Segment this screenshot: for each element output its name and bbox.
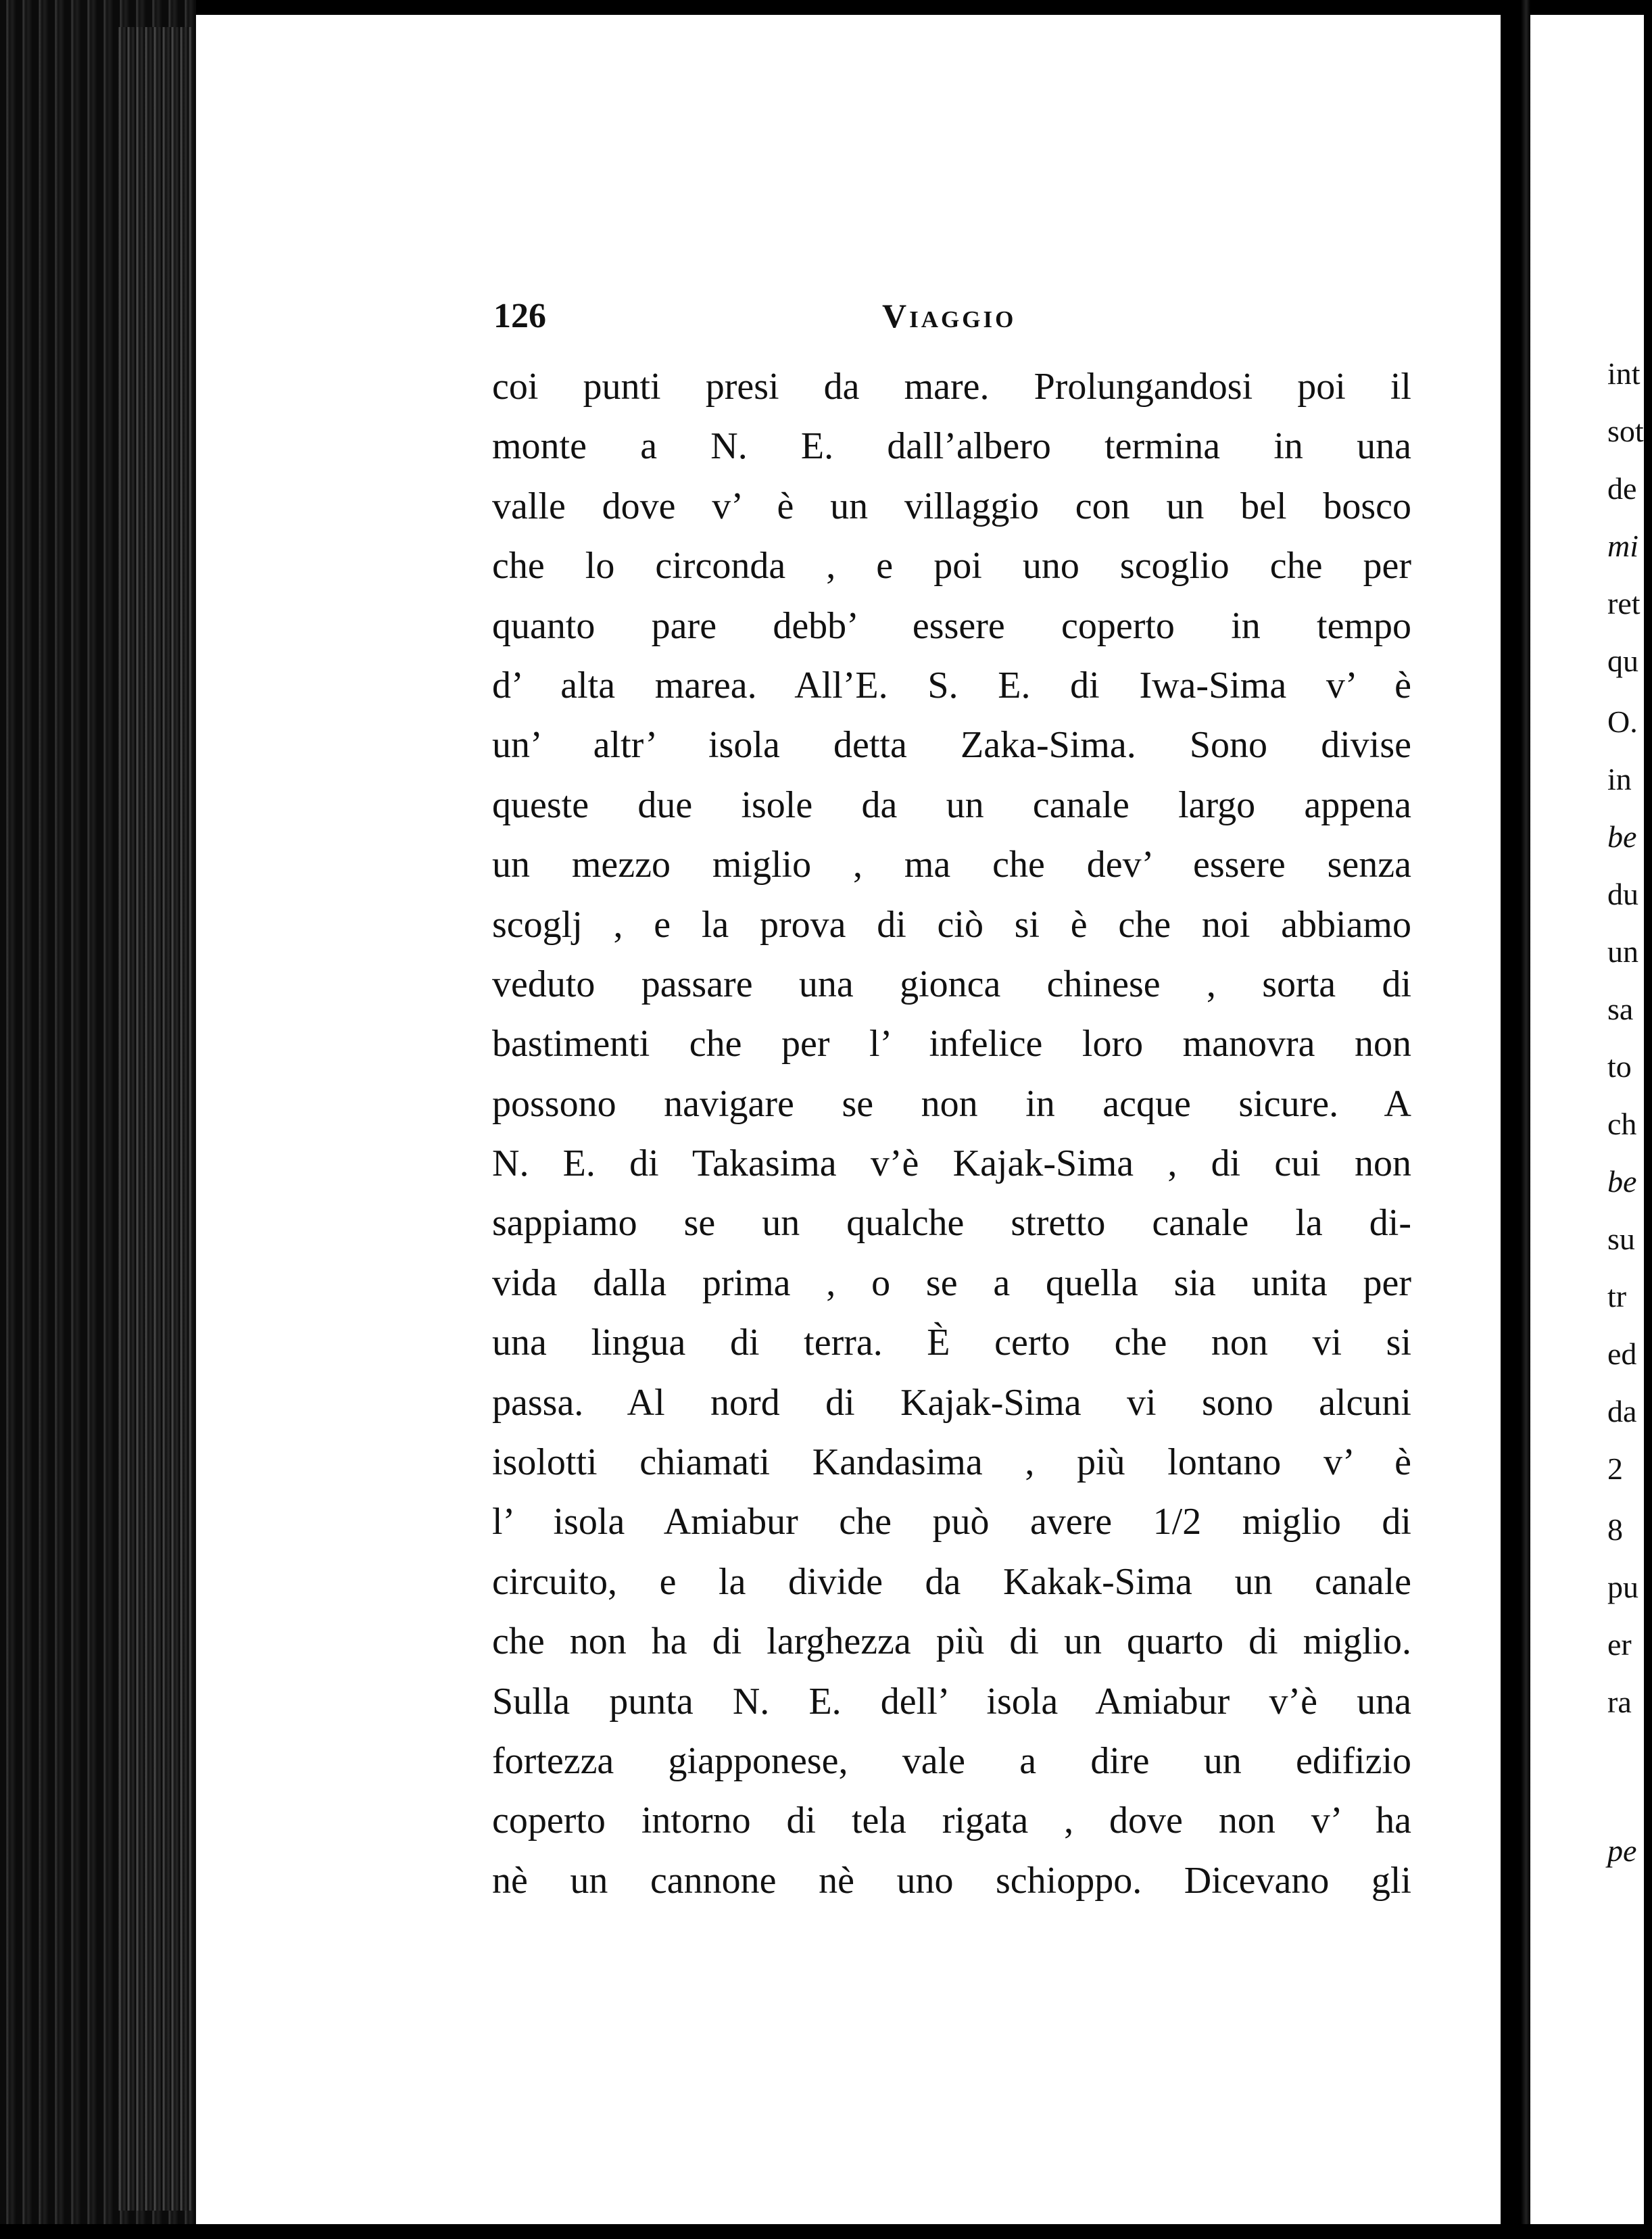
text-line: sappiamo se un qualche stretto canale la di- [492,1202,1411,1245]
scan-right-border [1644,0,1652,2239]
text-line: queste due isole da un canale largo appena [492,784,1411,826]
facing-page-fragment: O. [1607,704,1638,739]
facing-page-fragment: ra [1607,1685,1632,1719]
facing-page-fragment: tr [1607,1279,1627,1314]
text-line: vida dalla prima , o se a quella sia unita per [492,1261,1411,1304]
facing-page-fragment: ch [1607,1107,1637,1141]
facing-page-fragment: su [1607,1222,1635,1256]
text-line: coperto intorno di tela rigata , dove non v’ ha [492,1800,1411,1842]
text-line: coi punti presi da mare. Prolungandosi poi il [492,366,1411,408]
facing-page-fragment: be [1607,819,1637,854]
text-line: possono navigare se non in acque sicure. A [492,1082,1411,1125]
text-line: circuito, e la divide da Kakak-Sima un canale [492,1560,1411,1603]
text-line: isolotti chiamati Kandasima , più lontano v’ è [492,1441,1411,1484]
facing-page-fragment: 8 [1607,1512,1623,1547]
running-head: Viaggio [882,297,1017,335]
facing-page-fragment: pe [1607,1833,1637,1868]
facing-page-fragment: qu [1607,644,1638,678]
facing-page-fragment: ret [1607,586,1641,621]
text-line: passa. Al nord di Kajak-Sima vi sono alcuni [492,1381,1411,1424]
text-line: Sulla punta N. E. dell’ isola Amiabur v’è una [492,1680,1411,1723]
facing-page-fragment: sot [1607,414,1644,448]
text-line: che lo circonda , e poi uno scoglio che per [492,545,1411,587]
facing-page-fragment: un [1607,934,1638,969]
facing-page-fragment: 2 [1607,1451,1623,1486]
facing-page-fragment: du [1607,877,1638,911]
facing-page-fragment: ed [1607,1337,1637,1371]
facing-page-fragment: to [1607,1049,1632,1084]
text-line: un’ altr’ isola detta Zaka-Sima. Sono divise [492,724,1411,767]
text-line: d’ alta marea. All’E. S. E. di Iwa-Sima v’ è [492,664,1411,706]
scan-top-border [0,0,1652,15]
facing-page-fragment: da [1607,1394,1637,1428]
text-line: valle dove v’ è un villaggio con un bel bosco [492,485,1411,527]
page-header [493,296,1399,343]
text-line: una lingua di terra. È certo che non vi si [492,1322,1411,1364]
facing-page-fragment: de [1607,471,1637,506]
text-line: un mezzo miglio , ma che dev’ essere senza [492,844,1411,886]
text-line: che non ha di larghezza più di un quarto di miglio. [492,1620,1411,1663]
body-text [492,357,1411,1910]
text-line: bastimenti che per l’ infelice loro manovra non [492,1023,1411,1065]
page-number: 126 [493,297,546,335]
facing-page-fragment: pu [1607,1570,1638,1604]
facing-page-fragment: er [1607,1627,1632,1662]
facing-page-fragment: mi [1607,529,1638,563]
facing-page-fragment: int [1607,356,1641,391]
text-line: veduto passare una gionca chinese , sorta di [492,963,1411,1005]
text-line: fortezza giapponese, vale a dire un edifizio [492,1739,1411,1782]
facing-page-fragment: sa [1607,992,1634,1026]
text-line: quanto pare debb’ essere coperto in tempo [492,604,1411,647]
scan-bottom-border [0,2224,1652,2239]
text-line: nè un cannone nè uno schioppo. Dicevano gli [492,1859,1411,1902]
facing-page-fragment: in [1607,762,1632,796]
book-gutter [1501,0,1530,2239]
text-line: monte a N. E. dall’albero termina in una [492,425,1411,468]
facing-page-fragment: be [1607,1164,1637,1199]
text-line: l’ isola Amiabur che può avere 1/2 miglio di [492,1501,1411,1543]
scan-page-edges [118,27,193,2211]
text-line: N. E. di Takasima v’è Kajak-Sima , di cui non [492,1142,1411,1185]
text-line: scoglj , e la prova di ciò si è che noi abbiamo [492,903,1411,946]
